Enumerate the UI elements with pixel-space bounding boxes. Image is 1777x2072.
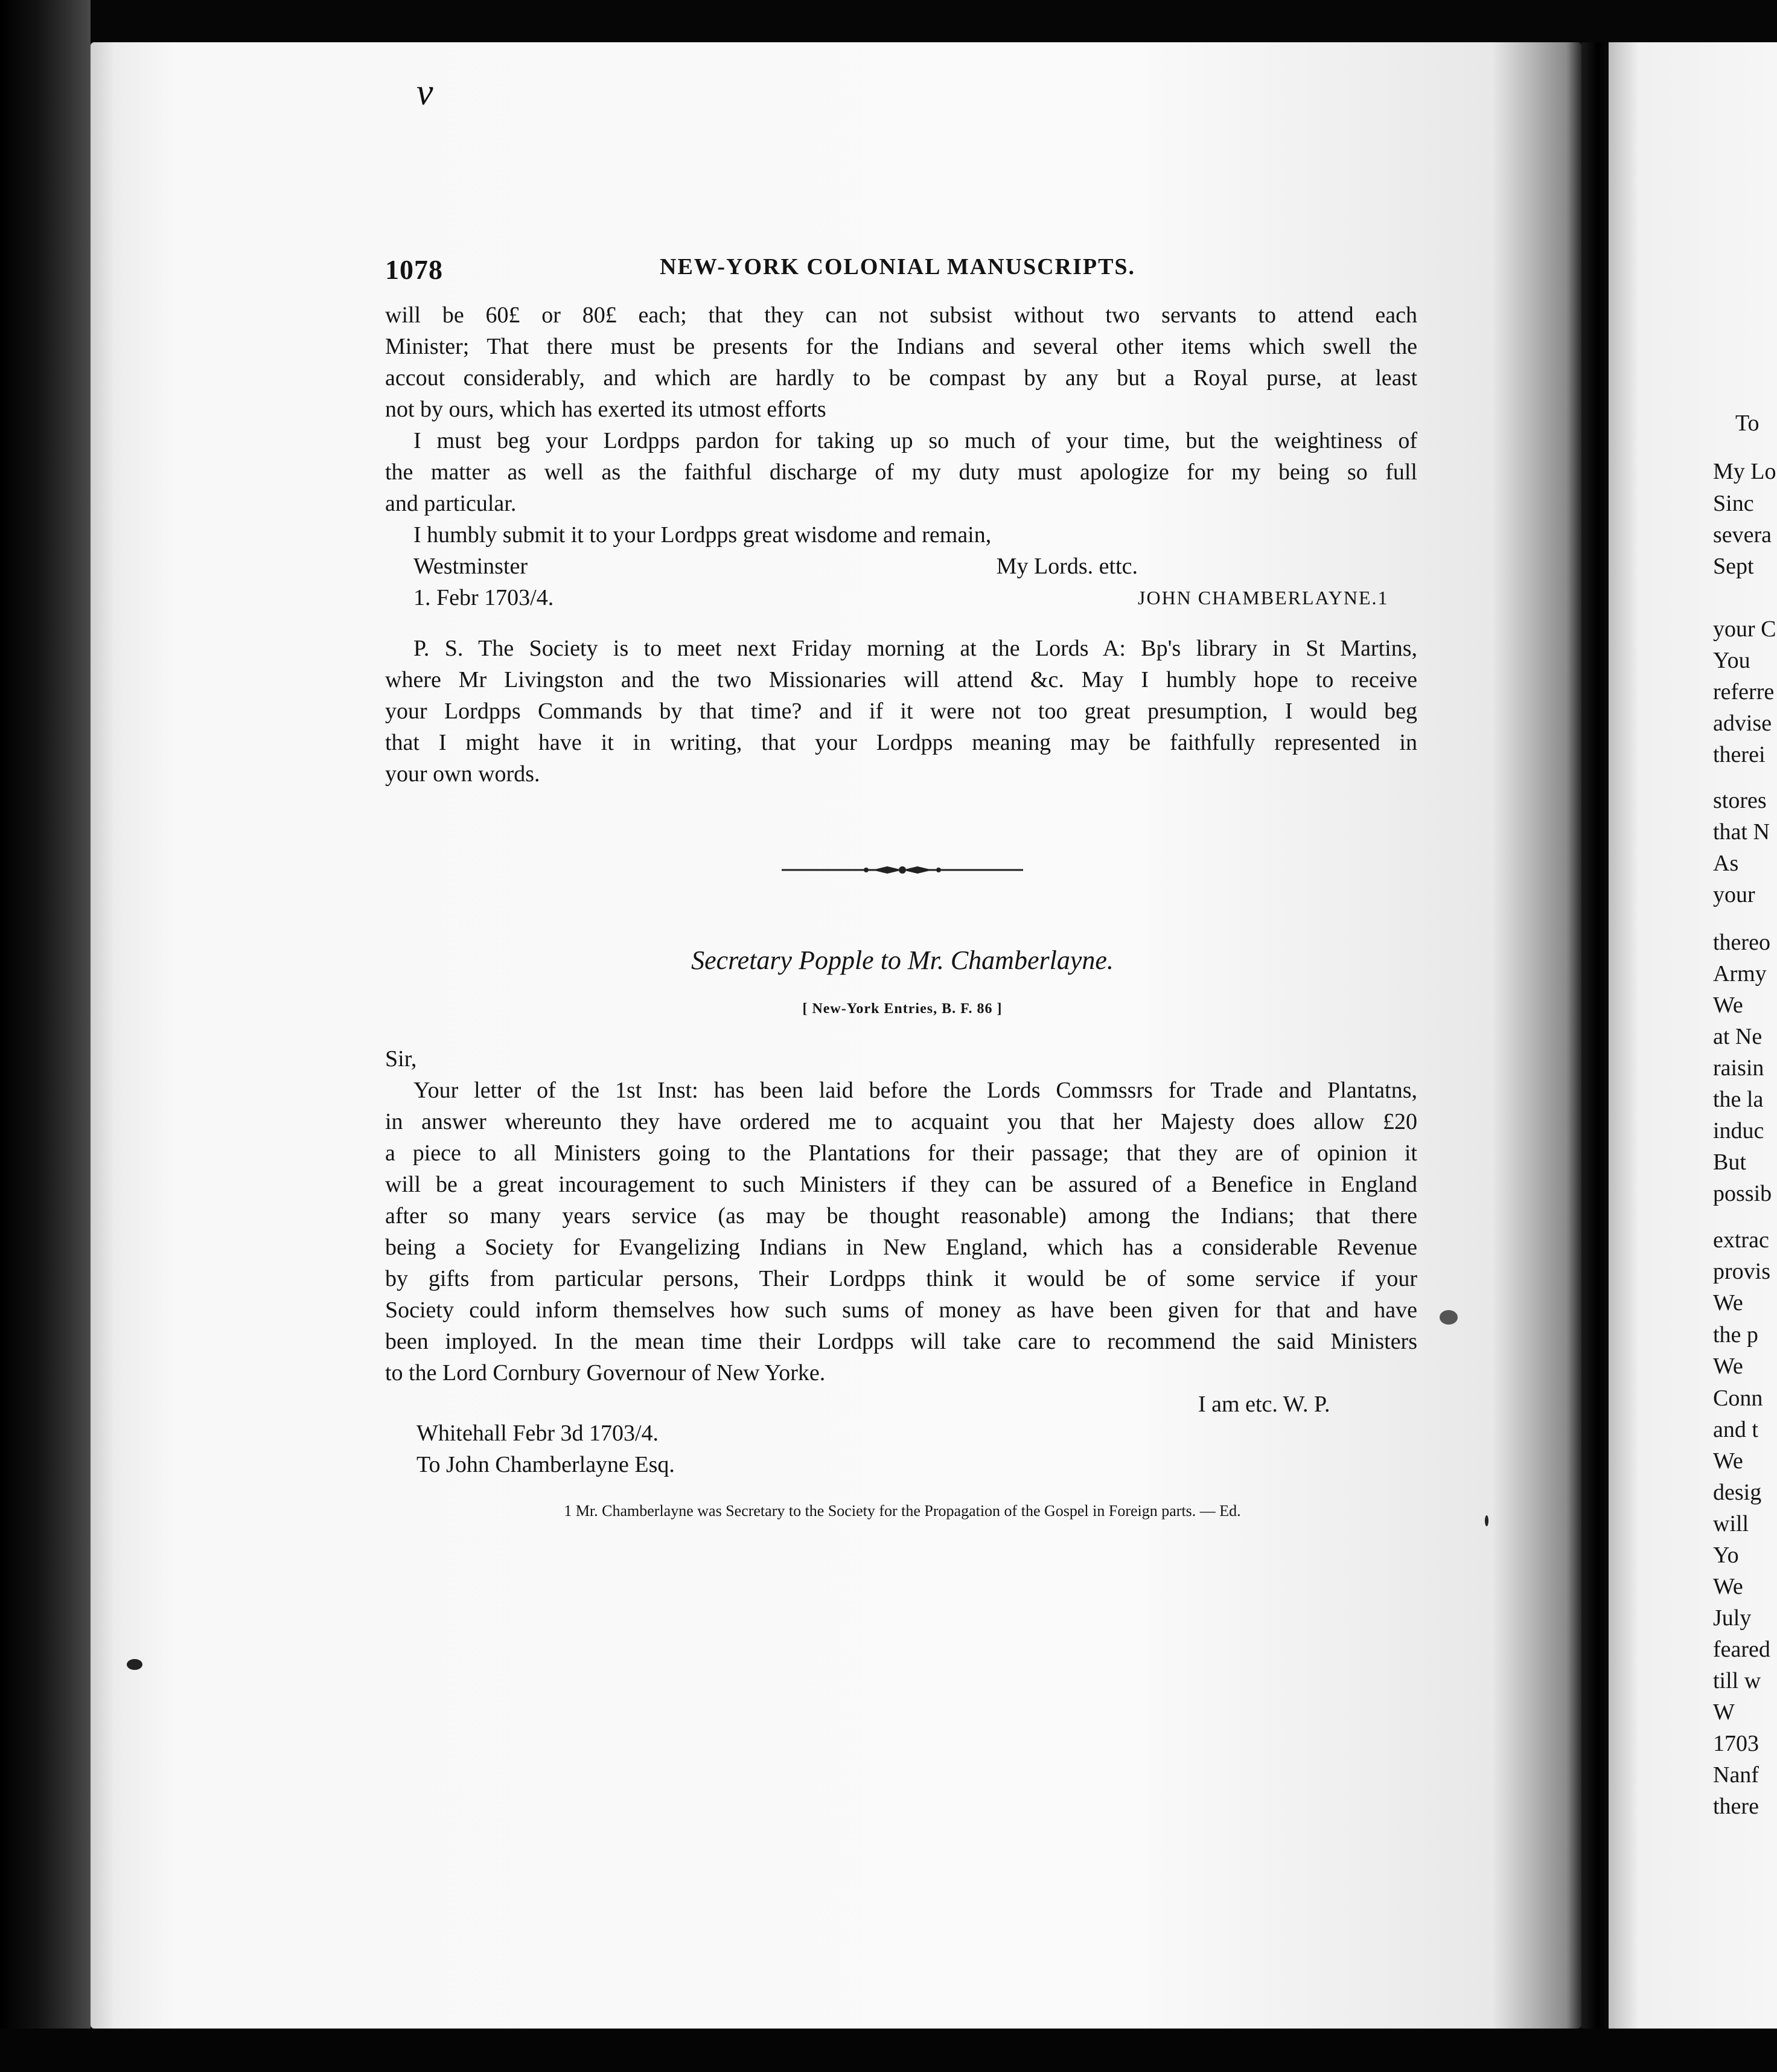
text-line: to the Lord Cornbury Governour of New Yorke. (385, 1360, 826, 1386)
letter2-closing (1198, 1389, 1330, 1420)
next-page-line: We (1713, 1354, 1743, 1379)
next-page-line: To (1735, 411, 1759, 436)
scan-edge-bottom (0, 2029, 1777, 2072)
text-line: being a Society for Evangelizing Indians in New England, which has a considerable Revenue (385, 1235, 1417, 1260)
text-line: not by ours, which has exerted its utmost efforts (385, 397, 826, 422)
next-page-line: and t (1713, 1417, 1758, 1442)
next-page-line: therei (1713, 742, 1766, 767)
text-line: Society could inform themselves how such sums of money as have been given for that and have (385, 1297, 1417, 1323)
postscript (385, 633, 1417, 790)
next-page-line: Nanf (1713, 1762, 1759, 1788)
salutation: Sir, (385, 1046, 417, 1072)
next-page-line: your C (1713, 616, 1776, 642)
letter1-body (385, 299, 1417, 551)
text-line: after so many years service (as may be thought reasonable) among the Indians; that there (385, 1203, 1417, 1229)
scan-speck (1485, 1515, 1488, 1526)
next-page-line: You (1713, 648, 1750, 673)
next-page-line: advise (1713, 711, 1772, 736)
page-header (385, 249, 1417, 291)
text-line: will be 60£ or 80£ each; that they can not subsist without two servants to attend each (385, 302, 1417, 328)
next-page-line: the la (1713, 1087, 1764, 1112)
text-line: will be a great incouragement to such Ministers if they can be assured of a Benefice in England (385, 1172, 1417, 1197)
next-page-line: at Ne (1713, 1024, 1763, 1049)
next-page-line: possib (1713, 1181, 1772, 1206)
next-page-line: severa (1713, 522, 1772, 548)
text-line: P. S. The Society is to meet next Friday morning at the Lords A: Bp's library in St Martins, (413, 636, 1417, 661)
text-line: the matter as well as the faithful discharge of my duty must apologize for my being so full (385, 459, 1417, 485)
date-line-text: Whitehall Febr 3d 1703/4. (416, 1421, 659, 1446)
next-page-line: that N (1713, 819, 1770, 845)
next-page-line: But (1713, 1150, 1746, 1175)
text-line: in answer whereunto they have ordered me to acquaint you that her Majesty does allow £20 (385, 1109, 1417, 1134)
scan-speck (127, 1659, 142, 1670)
next-page-line: feared (1713, 1637, 1770, 1662)
text-line: and particular. (385, 491, 517, 516)
next-page-line: desig (1713, 1480, 1762, 1505)
book-gutter (1581, 42, 1609, 2029)
text-line: I must beg your Lordpps pardon for taking up so much of your time, but the weightiness of (413, 428, 1417, 453)
source-reference: [ New-York Entries, B. F. 86 ] (802, 1001, 1003, 1017)
next-page-line: there (1713, 1794, 1759, 1819)
letter-closing: My Lords. ettc. (996, 554, 1138, 579)
next-page-line: raisin (1713, 1055, 1764, 1081)
next-page-line: referre (1713, 679, 1775, 705)
text-line: that I might have it in writing, that your Lordpps meaning may be faithfully represented in (385, 730, 1417, 755)
next-page-line: stores (1713, 788, 1767, 813)
next-page-line: extrac (1713, 1227, 1769, 1253)
scan-speck (1440, 1310, 1458, 1325)
next-page-line: induc (1713, 1118, 1764, 1143)
next-page-line: Army (1713, 961, 1767, 986)
next-page-line: We (1713, 1574, 1743, 1599)
next-page-line: My Lo (1713, 459, 1776, 484)
next-page-line: W (1713, 1699, 1735, 1725)
text-line: by gifts from particular persons, Their Lordpps think it would be of some service if your (385, 1266, 1417, 1291)
letter2-addressee (416, 1449, 675, 1480)
text-line: I humbly submit it to your Lordpps great wisdome and remain, (413, 522, 992, 548)
next-page-line: Conn (1713, 1386, 1763, 1411)
ornament-divider (782, 858, 1023, 882)
next-page-line: July (1713, 1605, 1752, 1631)
letter-date-text: 1. Febr 1703/4. (413, 585, 554, 610)
text-line: your Lordpps Commands by that time? and if it were not too great presumption, I would beg (385, 699, 1417, 724)
text-line: Your letter of the 1st Inst: has been laid before the Lords Commssrs for Trade and Plantatns, (413, 1078, 1417, 1103)
next-page-line: provis (1713, 1259, 1770, 1284)
scan-edge-left (0, 0, 91, 2072)
letter2-body (385, 1043, 1417, 1389)
footnote: 1 Mr. Chamberlayne was Secretary to the Society for the Propagation of the Gospel in Foreign parts. — Ed. (564, 1502, 1241, 1520)
next-page-line: We (1713, 1448, 1743, 1474)
next-page-line: your (1713, 882, 1755, 907)
next-page-line: We (1713, 1290, 1743, 1316)
letter2-date-line (416, 1418, 659, 1449)
letter-place: Westminster (413, 554, 528, 579)
next-page-line: We (1713, 993, 1743, 1018)
page-number: 1078 (385, 254, 443, 285)
handwritten-mark: v (416, 72, 433, 113)
next-page-line: 1703 (1713, 1731, 1759, 1756)
text-line: Minister; That there must be presents for the Indians and several other items which swell the (385, 334, 1417, 359)
next-page-line: As (1713, 851, 1739, 876)
text-line: a piece to all Ministers going to the Plantations for their passage; that they are of opinion it (385, 1140, 1417, 1166)
next-page-line: Sinc (1713, 491, 1754, 516)
next-page-line: the p (1713, 1322, 1758, 1348)
running-title: NEW-YORK COLONIAL MANUSCRIPTS. (660, 254, 1136, 280)
next-page-line: Sept (1713, 554, 1754, 579)
text-line: accout considerably, and which are hardly to be compast by any but a Royal purse, at least (385, 365, 1417, 391)
next-page-line: till w (1713, 1668, 1761, 1693)
next-page-line: Yo (1713, 1543, 1739, 1568)
signature: JOHN CHAMBERLAYNE.1 (1138, 587, 1389, 609)
place-closing-line (413, 551, 1138, 582)
letter-date (413, 582, 554, 613)
text-line: been imployed. In the mean time their Lordpps will take care to recommend the said Ministers (385, 1329, 1417, 1354)
addressee-text: To John Chamberlayne Esq. (416, 1452, 675, 1477)
next-page-line: will (1713, 1511, 1749, 1536)
text-line: your own words. (385, 761, 540, 787)
closing-text: I am etc. W. P. (1198, 1392, 1330, 1417)
section-title: Secretary Popple to Mr. Chamberlayne. (691, 945, 1114, 975)
text-line: where Mr Livingston and the two Missionaries will attend &c. May I humbly hope to receive (385, 667, 1417, 692)
next-page-line: thereo (1713, 930, 1770, 955)
